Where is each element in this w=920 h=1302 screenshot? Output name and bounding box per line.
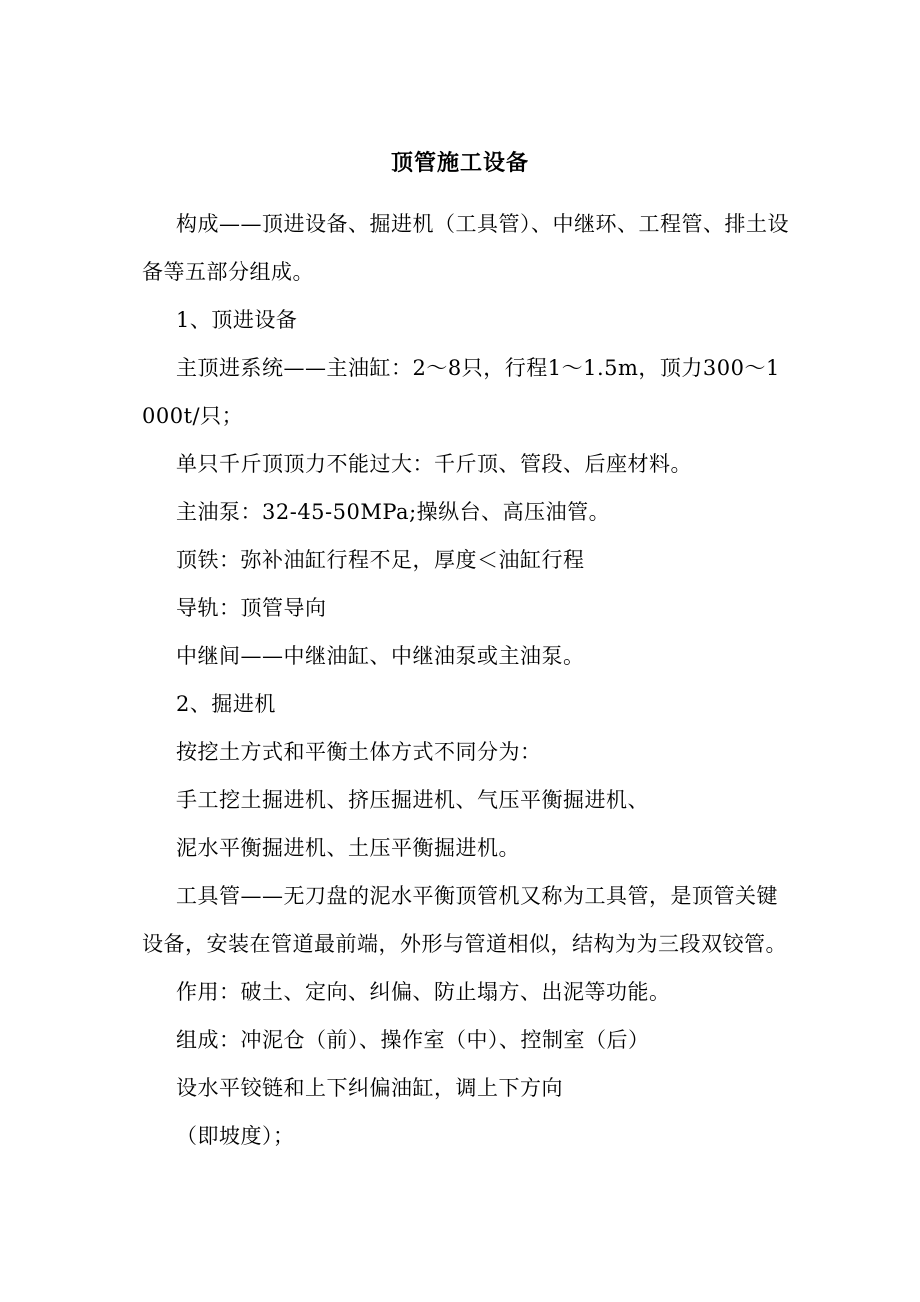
paragraph-single-jack: 单只千斤顶顶力不能过大：千斤顶、管段、后座材料。 <box>176 452 692 476</box>
heading-tunneling-machine: 2、掘进机 <box>176 692 276 716</box>
paragraph-tool-pipe: 工具管——无刀盘的泥水平衡顶管机又称为工具管，是顶管关键设备，安装在管道最前端，外形与管道相似，结构为为三段双铰管。 <box>142 884 787 956</box>
paragraph-guide-rail: 导轨：顶管导向 <box>176 596 327 620</box>
paragraph-composition-parts: 组成：冲泥仓（前）、操作室（中）、控制室（后） <box>176 1028 650 1052</box>
heading-jacking-equipment: 1、顶进设备 <box>176 308 298 332</box>
page-title: 顶管施工设备 <box>390 150 529 176</box>
paragraph-composition: 构成——顶进设备、掘进机（工具管）、中继环、工程管、排土设备等五部分组成。 <box>142 212 789 284</box>
paragraph-slope: （即坡度）； <box>176 1124 295 1148</box>
paragraph-relay-station: 中继间——中继油缸、中继油泵或主油泵。 <box>176 644 585 668</box>
paragraph-classification: 按挖土方式和平衡土体方式不同分为： <box>176 740 542 764</box>
paragraph-hinge: 设水平铰链和上下纠偏油缸，调上下方向 <box>176 1076 563 1100</box>
paragraph-main-jacking-system: 主顶进系统——主油缸：2～8只，行程1～1.5m，顶力300～1000t/只； <box>142 356 780 428</box>
paragraph-main-pump: 主油泵：32-45-50MPa;操纵台、高压油管。 <box>176 500 611 524</box>
paragraph-machine-types-2: 泥水平衡掘进机、土压平衡掘进机。 <box>176 836 520 860</box>
paragraph-machine-types-1: 手工挖土掘进机、挤压掘进机、气压平衡掘进机、 <box>176 788 649 812</box>
paragraph-jacking-iron: 顶铁：弥补油缸行程不足，厚度＜油缸行程 <box>176 548 585 572</box>
paragraph-function: 作用：破土、定向、纠偏、防止塌方、出泥等功能。 <box>176 980 671 1004</box>
